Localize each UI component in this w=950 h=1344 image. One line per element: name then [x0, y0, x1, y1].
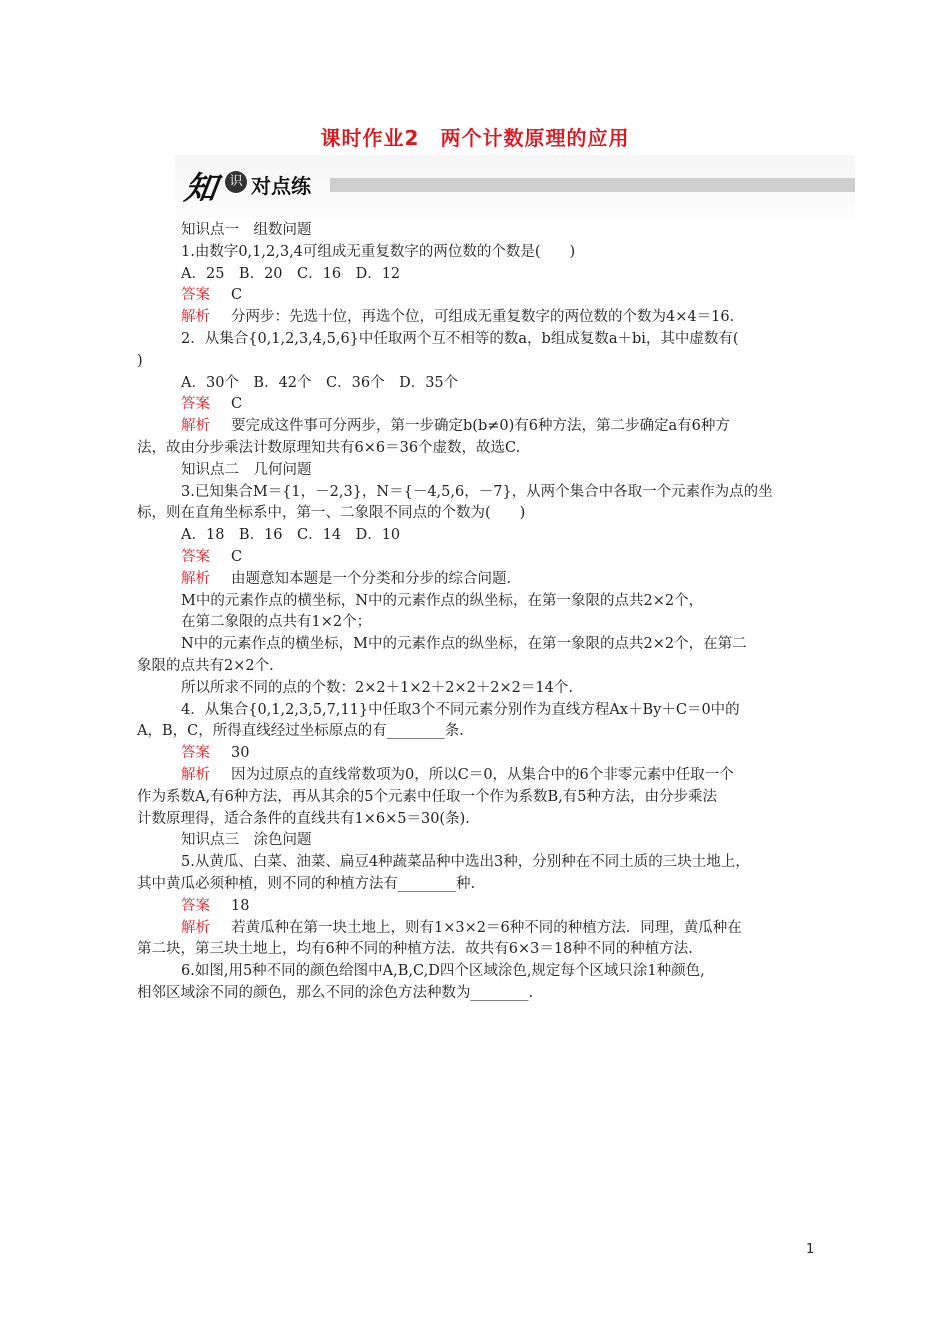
text-line	[137, 896, 817, 918]
text-line: 3.已知集合M＝{1，－2,3}，N＝{－4,5,6，－7}，从两个集合中各取一个元素作为点的坐	[181, 483, 773, 500]
text-line: 2．从集合{0,1,2,3,4,5,6}中任取两个互不相等的数a，b组成复数a＋bi，其中虚数有(	[181, 330, 739, 347]
analysis-text: 因为过原点的直线常数项为0，所以C＝0，从集合中的6个非零元素中任取一个	[231, 766, 734, 783]
answer-text: 30	[231, 745, 250, 762]
text-line	[137, 285, 817, 307]
banner-title: 对点练	[251, 174, 311, 198]
section-banner	[175, 155, 855, 217]
text-line: 知识点三 涂色问题	[181, 832, 312, 849]
text-line	[137, 765, 817, 787]
text-line: 4．从集合{0,1,2,3,5,7,11}中任取3个不同元素分别作为直线方程Ax＋By＋C＝0中的	[181, 701, 740, 718]
text-line: 所以所求不同的点的个数：2×2＋1×2＋2×2＋2×2＝14个.	[181, 679, 573, 696]
text-line	[137, 547, 817, 569]
text-line: 相邻区域涂不同的颜色，那么不同的涂色方法种数为________.	[137, 984, 534, 1001]
text-line: A．25 B．20 C．16 D．12	[181, 265, 401, 282]
exercise-body	[137, 220, 817, 1005]
text-line	[137, 743, 817, 765]
analysis-text: 分两步：先选十位，再选个位，可组成无重复数字的两位数的个数为4×4＝16.	[231, 309, 735, 326]
answer-label: 答案	[181, 897, 210, 914]
text-line: 知识点一 组数问题	[181, 222, 312, 238]
text-line: 作为系数A,有6种方法，再从其余的5个元素中任取一个作为系数B,有5种方法，由分步乘法	[137, 788, 718, 805]
analysis-label: 解析	[181, 309, 210, 326]
answer-label: 答案	[181, 396, 210, 413]
text-line: 在第二象限的点共有1×2个；	[181, 614, 372, 631]
analysis-label: 解析	[181, 766, 210, 783]
text-line: )	[137, 352, 143, 369]
text-line	[137, 307, 817, 329]
text-line	[137, 416, 817, 438]
page-number: 1	[806, 1242, 815, 1257]
text-line: 计数原理得，适合条件的直线共有1×6×5＝30(条).	[137, 810, 470, 827]
text-line	[137, 394, 817, 416]
answer-text: C	[231, 396, 243, 413]
banner-bar	[330, 178, 855, 192]
text-line	[137, 569, 817, 591]
analysis-label: 解析	[181, 919, 210, 936]
text-line: N中的元素作点的横坐标，M中的元素作点的纵坐标，在第一象限的点共2×2个，在第二	[181, 636, 747, 653]
text-line: 法，故由分步乘法计数原理知共有6×6＝36个虚数，故选C.	[137, 439, 521, 456]
analysis-text: 要完成这件事可分两步，第一步确定b(b≠0)有6种方法，第二步确定a有6种方	[231, 418, 730, 435]
text-line: 5.从黄瓜、白菜、油菜、扁豆4种蔬菜品种中选出3种，分别种在不同土质的三块土地上，	[181, 854, 750, 871]
text-line: A．18 B．16 C．14 D．10	[181, 527, 401, 544]
page-title: 课时作业2 两个计数原理的应用	[320, 126, 630, 150]
text-line: M中的元素作点的横坐标，N中的元素作点的纵坐标，在第一象限的点共2×2个，	[181, 592, 704, 609]
text-line: 其中黄瓜必须种植，则不同的种植方法有________种.	[137, 875, 476, 892]
text-line: 第二块，第三块土地上，均有6种不同的种植方法．故共有6×3＝18种不同的种植方法.	[137, 941, 693, 958]
text-line: 知识点二 几何问题	[181, 461, 312, 478]
answer-text: 18	[231, 897, 250, 914]
text-line: 标，则在直角坐标系中，第一、二象限不同点的个数为( )	[137, 505, 526, 522]
analysis-text: 若黄瓜种在第一块土地上，则有1×3×2＝6种不同的种植方法．同理，黄瓜种在	[231, 919, 742, 936]
text-line	[137, 918, 817, 940]
text-line: 象限的点共有2×2个.	[137, 657, 274, 674]
analysis-label: 解析	[181, 570, 210, 587]
text-line: 6.如图,用5种不同的颜色给图中A,B,C,D四个区域涂色,规定每个区域只涂1种颜色,	[181, 963, 705, 980]
answer-label: 答案	[181, 287, 210, 304]
answer-text: C	[231, 548, 243, 565]
analysis-text: 由题意知本题是一个分类和分步的综合问题.	[231, 570, 512, 587]
banner-shi-circle: 识	[225, 171, 247, 193]
answer-label: 答案	[181, 745, 210, 762]
text-line: A．30个 B．42个 C．36个 D．35个	[181, 374, 459, 391]
banner-zhi-glyph: 知	[182, 169, 220, 207]
answer-text: C	[231, 287, 243, 304]
text-line: A，B，C，所得直线经过坐标原点的有________条.	[137, 723, 464, 740]
text-line: 1.由数字0,1,2,3,4可组成无重复数字的两位数的个数是( )	[181, 243, 576, 260]
analysis-label: 解析	[181, 418, 210, 435]
answer-label: 答案	[181, 548, 210, 565]
